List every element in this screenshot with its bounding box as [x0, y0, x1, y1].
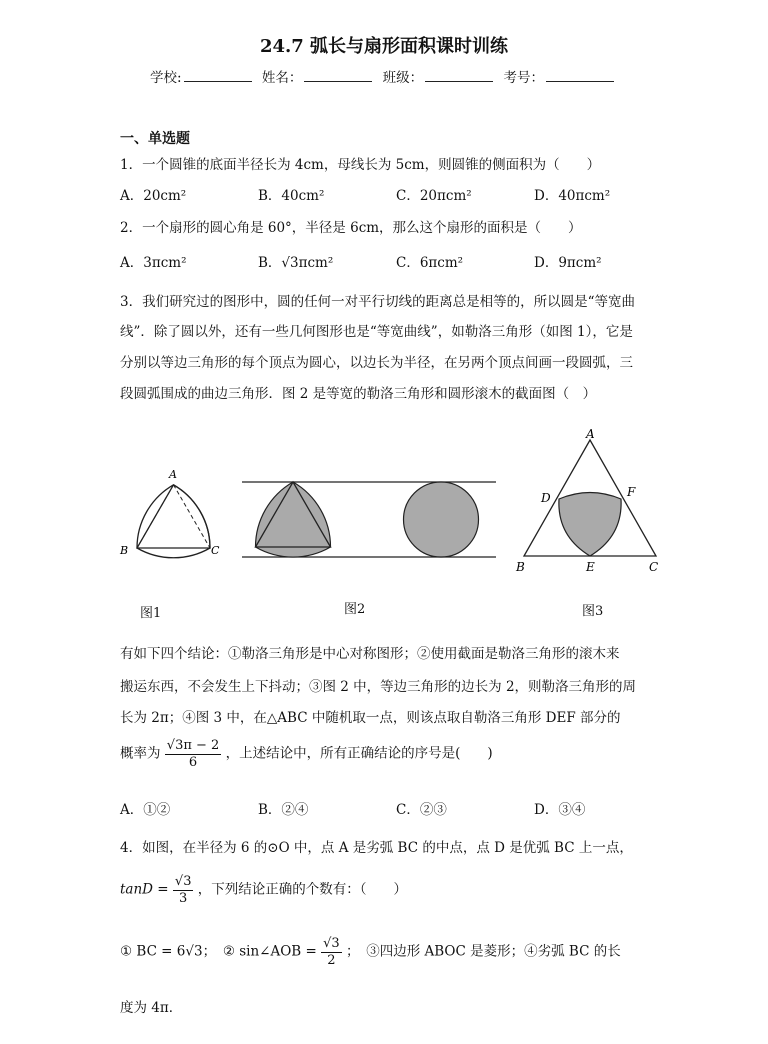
fig1-label-b: B — [120, 544, 129, 557]
student-info-row — [150, 66, 620, 86]
q2-option-b: B．√3πcm² — [258, 255, 334, 271]
q3-prob-numerator: √3π − 2 — [166, 738, 220, 753]
fig3-label-e: E — [586, 560, 595, 574]
q1-option-b: B．40cm² — [258, 188, 325, 204]
q4-sin-denominator: 2 — [327, 952, 336, 968]
q4-line-3-part-a: ① BC = 6√3； ② sin∠AOB = — [120, 943, 317, 960]
fig1-label-a: A — [169, 468, 177, 481]
figure-3-triangle — [510, 428, 670, 576]
q2-option-a: A．3πcm² — [120, 255, 187, 271]
class-label: 班级： — [382, 70, 424, 86]
fig3-label-d: D — [541, 491, 551, 505]
q4-line-1: 4．如图，在半径为 6 的⊙O 中，点 A 是劣弧 BC 的中点，点 D 是优弧 BC 上一点， — [120, 840, 633, 856]
q4-sin-numerator: √3 — [323, 936, 340, 951]
fig1-label-c: C — [211, 544, 220, 557]
q3-prob-denominator: 6 — [188, 754, 198, 770]
section-heading: 一、单选题 — [120, 131, 190, 147]
q1-option-d: D．40πcm² — [534, 188, 611, 204]
class-blank[interactable] — [425, 70, 493, 82]
q3-line-4: 段圆弧围成的曲边三角形．图 2 是等宽的勒洛三角形和圆形滚木的截面图（ ） — [120, 386, 597, 402]
q3-conclusion-4 — [120, 738, 493, 770]
q4-tan-numerator: √3 — [174, 874, 192, 889]
q2-stem: 2．一个扇形的圆心角是 60°，半径是 6cm，那么这个扇形的面积是（ ） — [120, 220, 582, 236]
q4-tan-denominator: 3 — [179, 890, 188, 906]
figure-3-caption: 图3 — [582, 604, 604, 619]
figure-1-reuleaux-triangle — [112, 462, 230, 562]
q3-option-c: C．②③ — [396, 802, 447, 818]
q2-option-c: C．6πcm² — [396, 255, 464, 271]
figure-2-rollers — [238, 470, 500, 570]
fig3-label-b: B — [516, 560, 525, 574]
q3-line-1: 3．我们研究过的图形中，圆的任何一对平行切线的距离总是相等的，所以圆是“等宽曲 — [120, 294, 635, 310]
figure-1-caption: 图1 — [140, 606, 162, 621]
school-blank[interactable] — [184, 70, 252, 82]
q4-sin-fraction — [321, 936, 342, 968]
fig3-label-a: A — [586, 428, 595, 441]
name-label: 姓名： — [261, 70, 303, 86]
q3-prob-suffix: ，上述结论中，所有正确结论的序号是( ) — [225, 745, 493, 762]
q3-line-2: 线”．除了圆以外，还有一些几何图形也是“等宽曲线”，如勒洛三角形（如图 1），它是 — [120, 324, 633, 340]
page-title: 24.7 弧长与扇形面积课时训练 — [259, 36, 509, 57]
q4-tan-fraction — [173, 874, 194, 906]
q3-prob-fraction — [165, 738, 222, 770]
q4-line-4: 度为 4π． — [120, 1000, 183, 1016]
q3-conclusion-3: 长为 2π；④图 3 中，在△ABC 中随机取一点，则该点取自勒洛三角形 DEF 部分的 — [120, 710, 621, 726]
q4-line-3 — [120, 936, 621, 968]
name-blank[interactable] — [304, 70, 372, 82]
q3-option-a: A．①② — [120, 802, 171, 818]
q2-option-d: D．9πcm² — [534, 255, 602, 271]
q4-line-3-part-b: ； ③四边形 ABOC 是菱形；④劣弧 BC 的长 — [345, 943, 621, 960]
q3-conclusion-1: 有如下四个结论：①勒洛三角形是中心对称图形；②使用截面是勒洛三角形的滚木来 — [120, 646, 620, 662]
q4-line-2-suffix: ，下列结论正确的个数有：（ ） — [197, 881, 408, 898]
q3-line-3: 分别以等边三角形的每个顶点为圆心，以边长为半径，在另两个顶点间画一段圆弧，三 — [120, 355, 633, 371]
figure-2-caption: 图2 — [344, 602, 366, 617]
q4-tan-label: tanD = — [120, 881, 169, 898]
q4-line-2 — [120, 874, 407, 906]
q3-prob-prefix: 概率为 — [120, 745, 161, 762]
school-label: 学校: — [150, 70, 182, 86]
q1-option-a: A．20cm² — [120, 188, 187, 204]
q1-stem: 1．一个圆锥的底面半径长为 4cm，母线长为 5cm，则圆锥的侧面积为（ ） — [120, 157, 601, 173]
q3-option-d: D．③④ — [534, 802, 586, 818]
q3-conclusion-2: 搬运东西，不会发生上下抖动；③图 2 中，等边三角形的边长为 2，则勒洛三角形的周 — [120, 679, 637, 695]
q3-option-b: B．②④ — [258, 802, 309, 818]
fig3-label-f: F — [627, 485, 636, 499]
fig3-label-c: C — [649, 560, 659, 574]
number-blank[interactable] — [546, 70, 614, 82]
q1-option-c: C．20πcm² — [396, 188, 472, 204]
number-label: 考号： — [503, 70, 544, 86]
